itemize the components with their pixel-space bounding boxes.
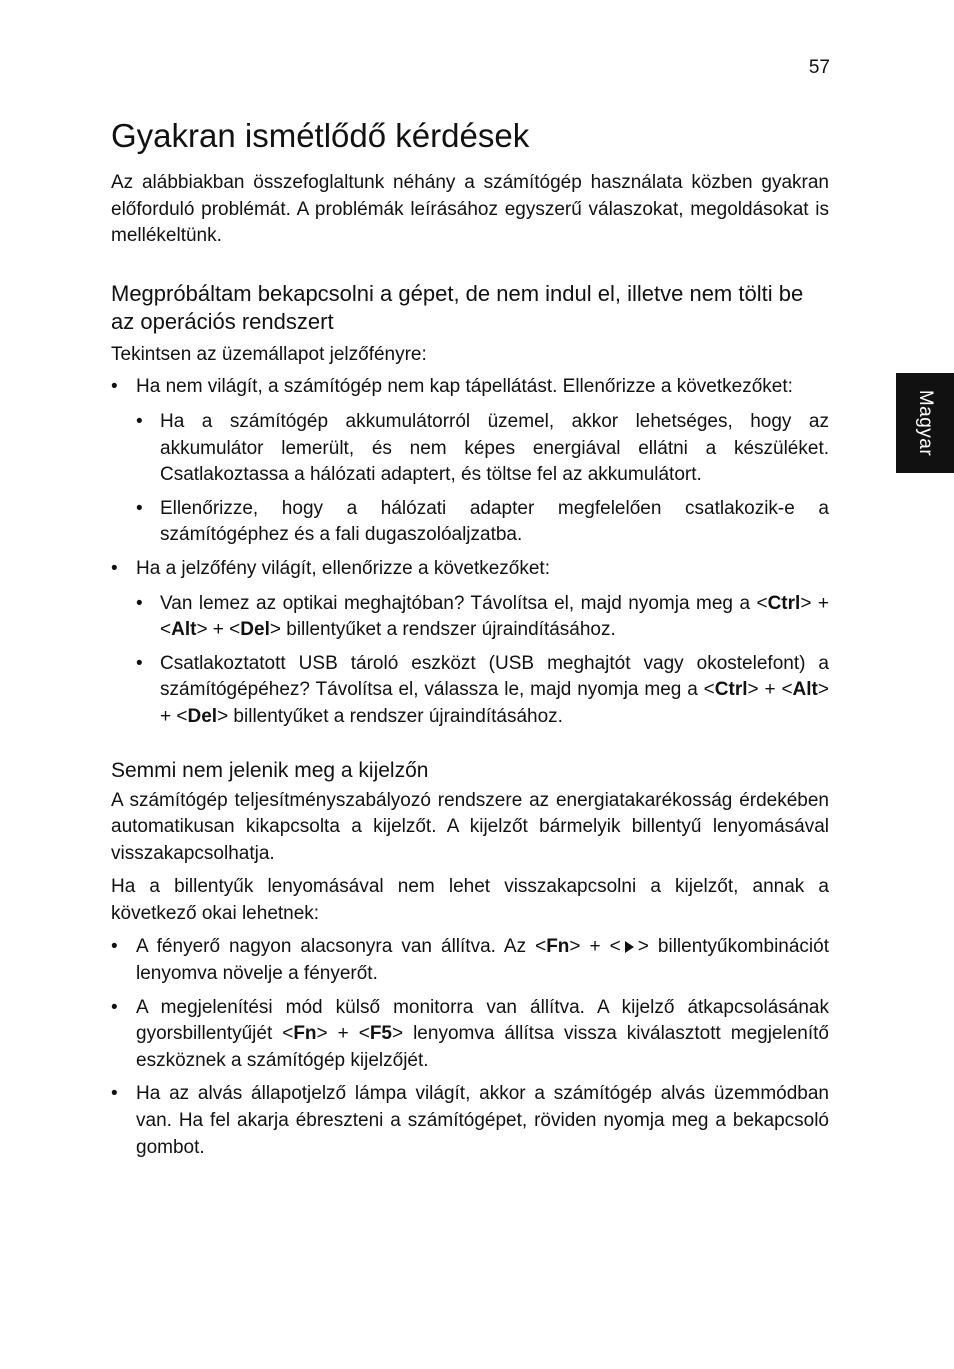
f5-key: F5: [369, 1023, 392, 1045]
display-paragraph-1: A számítógép teljesítményszabályozó rendszere az energiatakarékosság érdekében automatikusan kikapcsolta a kijelzőt. A kijelzőt bármelyik billentyű lenyomásával visszakapcsolhatja.: [111, 789, 829, 864]
section-heading-display: Semmi nem jelenik meg a kijelzőn: [111, 758, 429, 782]
text-run: > + <: [196, 619, 241, 641]
alt-key: Alt: [171, 619, 197, 641]
sub-list-item-text: Ha a számítógép akkumulátorról üzemel, akkor lehetséges, hogy az akkumulátor lemerült, és nem képes energiával ellátni a készüléket. Csatlakoztassa a hálózati adaptert, és töltse fel az akkumulátort.: [160, 410, 829, 486]
sub-list: [136, 409, 829, 549]
bullet-glyph: •: [111, 557, 118, 579]
sub-list-item: [136, 651, 829, 731]
display-paragraph-2: Ha a billentyűk lenyomásával nem lehet visszakapcsolni a kijelzőt, annak a következő okai lehetnek:: [111, 876, 829, 924]
text-run: > lenyomva állítsa vissza kiválasztott megjelenítő eszköznek a számítógép kijelzőjét.: [136, 1023, 829, 1071]
del-key: Del: [187, 705, 218, 727]
list-item-text: Ha a jelzőfény világít, ellenőrizze a következőket:: [136, 557, 550, 579]
list-item: [111, 1081, 829, 1161]
text-run: A fényerő nagyon alacsonyra van állítva. Az <: [136, 936, 547, 958]
bullet-glyph: •: [111, 1083, 118, 1105]
text-run: > billentyűket a rendszer újraindításához.: [269, 619, 616, 641]
bullet-glyph: •: [136, 592, 143, 614]
text-run: Csatlakoztatott USB tároló eszközt (USB meghajtót vagy okostelefont) a számítógépéhez? Távolítsa el, válassza le, majd nyomja meg a <: [160, 652, 829, 701]
language-tab: [896, 373, 954, 473]
alt-key: Alt: [792, 679, 818, 701]
bullet-glyph: •: [111, 376, 118, 398]
ctrl-key: Ctrl: [714, 679, 748, 701]
fn-key: Fn: [546, 936, 570, 958]
text-run: > billentyűkombinációt lenyomva növelje a fényerőt.: [136, 936, 830, 985]
sub-list-item-text: Ellenőrizze, hogy a hálózati adapter megfelelően csatlakozik-e a számítógéphez és a fali dugaszolóaljzatba.: [160, 497, 829, 546]
section-heading-boot: Megpróbáltam bekapcsolni a gépet, de nem indul el, illetve nem tölti be az operációs rendszert: [111, 280, 804, 334]
bullet-glyph: •: [136, 410, 143, 432]
page-title: Gyakran ismétlődő kérdések: [111, 117, 530, 154]
page-number: 57: [808, 57, 830, 78]
display-checklist: [111, 934, 829, 1161]
del-key: Del: [240, 619, 270, 641]
list-item: [111, 374, 829, 549]
sub-list: [136, 591, 829, 731]
bullet-glyph: •: [136, 497, 143, 519]
list-item-text: Ha az alvás állapotjelző lámpa világít, akkor a számítógép alvás üzemmódban van. Ha fel akarja ébreszteni a számítógépet, röviden nyomja meg a bekapcsoló gombot.: [136, 1083, 829, 1158]
list-item: [111, 934, 829, 987]
bullet-glyph: •: [136, 652, 143, 674]
text-run: > + <: [160, 679, 829, 727]
text-run: Van lemez az optikai meghajtóban? Távolítsa el, majd nyomja meg a <: [160, 592, 768, 614]
text-run: > billentyűket a rendszer újraindításához.: [217, 705, 563, 727]
text-run: > + <: [747, 679, 793, 701]
bullet-glyph: •: [111, 996, 118, 1018]
bullet-glyph: •: [111, 936, 118, 958]
language-tab-label: Magyar: [915, 389, 936, 457]
sub-list-item: [136, 591, 829, 644]
list-item: [111, 995, 829, 1075]
boot-checklist: [111, 374, 829, 730]
display-section: [111, 757, 829, 1162]
list-item: [111, 556, 829, 731]
sub-list-item: [136, 409, 829, 489]
fn-key: Fn: [293, 1023, 317, 1045]
ctrl-key: Ctrl: [767, 592, 801, 614]
triangle-right-icon: [625, 941, 634, 953]
intro-paragraph: Az alábbiakban összefoglaltunk néhány a számítógép használata közben gyakran előforduló problémát. A problémák leírásához egyszerű válaszokat, megoldásokat is mellékeltünk.: [111, 172, 829, 247]
list-item-text: Ha nem világít, a számítógép nem kap tápellátást. Ellenőrizze a következőket:: [136, 376, 793, 398]
page-content: [111, 116, 829, 1168]
text-run: > + <: [569, 936, 621, 958]
section-lead-boot: Tekintsen az üzemállapot jelzőfényre:: [111, 343, 427, 365]
text-run: > + <: [160, 592, 829, 641]
text-run: > + <: [316, 1023, 370, 1045]
sub-list-item: [136, 496, 829, 549]
text-run: A megjelenítési mód külső monitorra van állítva. A kijelző átkapcsolásának gyorsbillentyűjét <: [136, 996, 829, 1045]
